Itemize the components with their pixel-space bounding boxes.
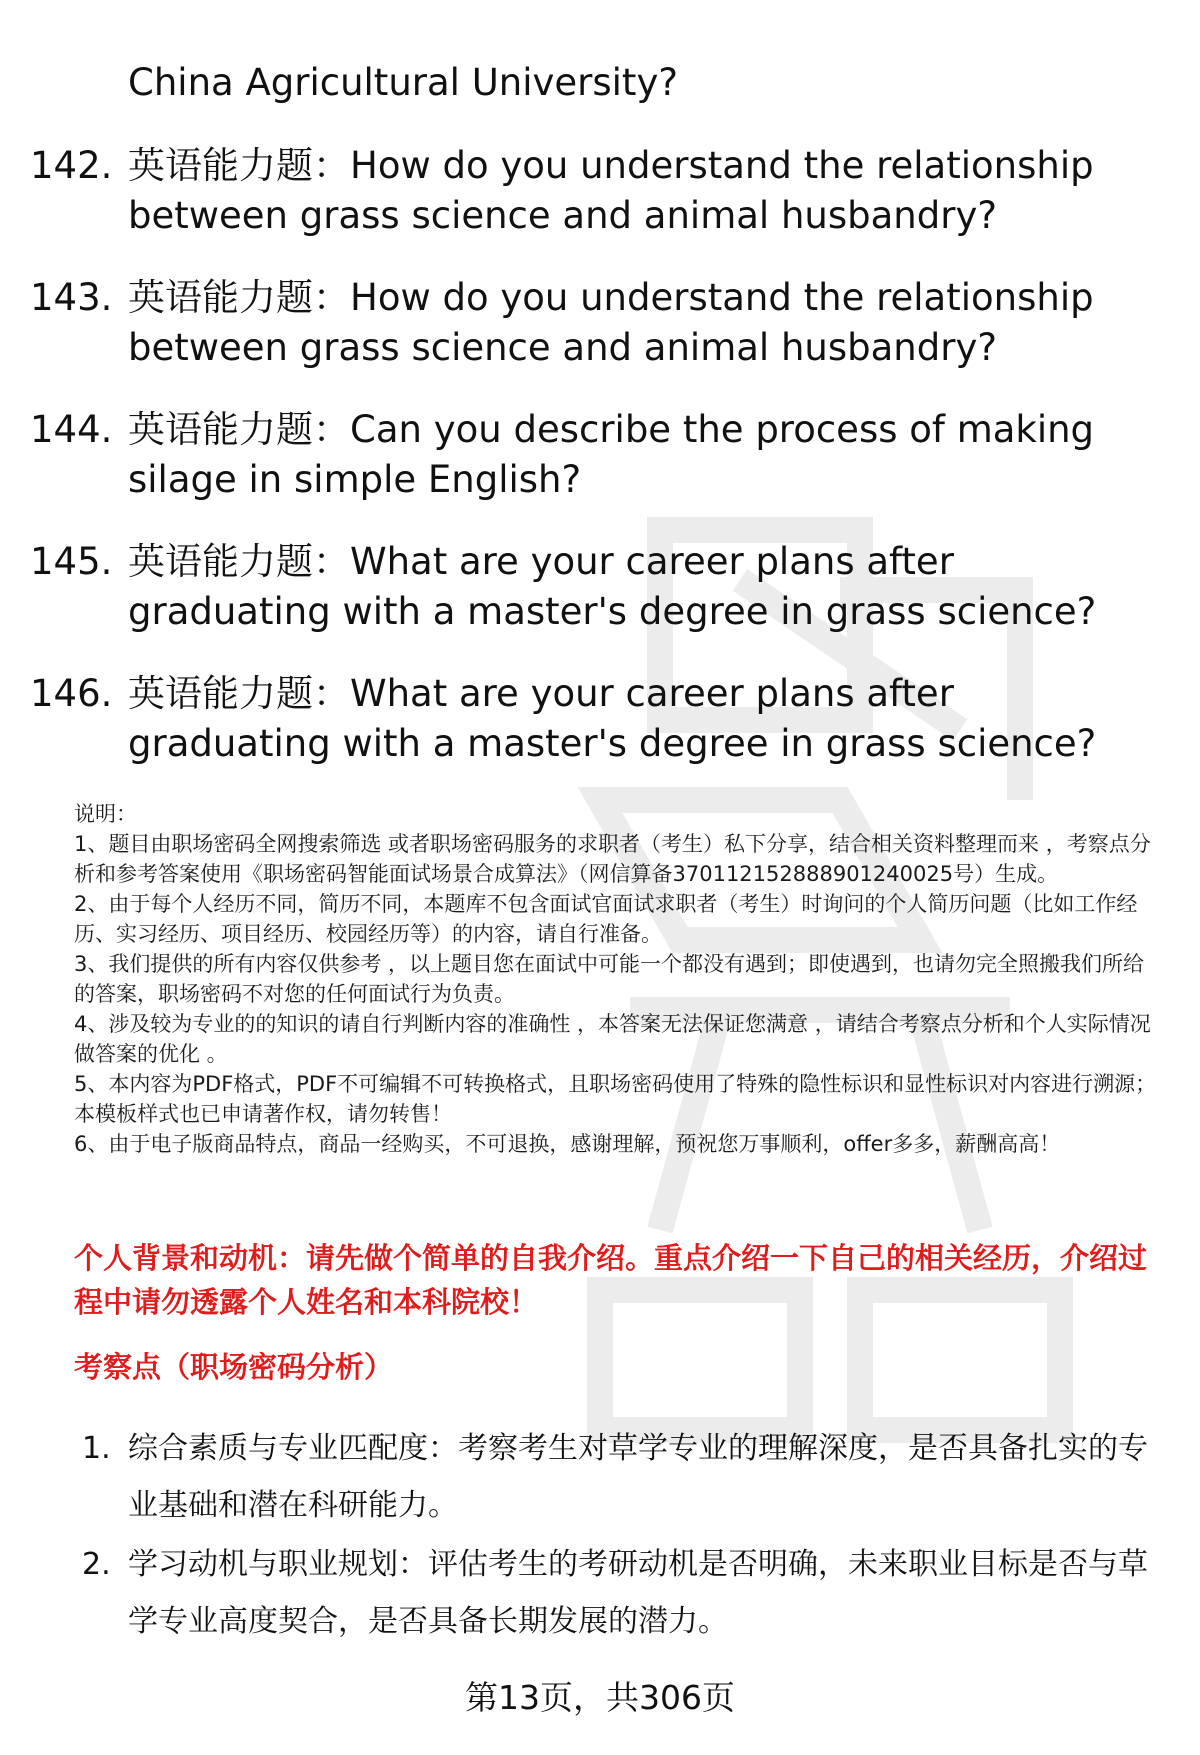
analysis-point (82, 1420, 1162, 1536)
question-number: 142. (30, 144, 113, 187)
question-text: 英语能力题：How do you understand the relationship between grass science and animal husbandry? (128, 276, 1094, 369)
point-number: 1. (82, 1431, 111, 1466)
note-item: 3、我们提供的所有内容仅供参考 ，以上题目您在面试中可能一个都没有遇到；即使遇到，也请勿完全照搬我们所给的答案，职场密码不对您的任何面试行为负责。 (74, 952, 1145, 1006)
notes-section (74, 799, 1164, 1159)
question-number: 143. (30, 276, 113, 319)
question-item (30, 537, 1170, 669)
analysis-title: 考察点（职场密码分析） (74, 1350, 394, 1384)
question-number: 145. (30, 540, 113, 583)
question-number: 146. (30, 672, 113, 715)
point-text: 综合素质与专业匹配度：考察考生对草学专业的理解深度，是否具备扎实的专业基础和潜在科研能力。 (128, 1431, 1148, 1523)
question-item (30, 141, 1170, 273)
analysis-point (82, 1536, 1162, 1652)
continuation-line: China Agricultural University? (128, 61, 678, 104)
analysis-points (82, 1420, 1162, 1652)
question-item (30, 405, 1170, 537)
point-text: 学习动机与职业规划：评估考生的考研动机是否明确，未来职业目标是否与草学专业高度契合，是否具备长期发展的潜力。 (128, 1547, 1148, 1639)
note-item: 5、本内容为PDF格式，PDF不可编辑不可转换格式，且职场密码使用了特殊的隐性标识和显性标识对内容进行溯源；本模板样式也已申请著作权，请勿转售！ (74, 1072, 1157, 1126)
question-list (30, 141, 1170, 801)
question-text: 英语能力题：Can you describe the process of making silage in simple English? (128, 408, 1095, 501)
note-item: 1、题目由职场密码全网搜索筛选 或者职场密码服务的求职者（考生）私下分享，结合相关资料整理而来 ，考察点分析和参考答案使用《职场密码智能面试场景合成算法》（网信算备370112152888901240025号）生成。 (74, 832, 1151, 886)
note-item: 2、由于每个人经历不同，简历不同，本题库不包含面试官面试求职者（考生）时询问的个人简历问题（比如工作经历、实习经历、项目经历、校园经历等）的内容，请自行准备。 (74, 892, 1138, 946)
page-footer: 第13页，共306页 (465, 1678, 735, 1717)
question-text: 英语能力题：How do you understand the relationship between grass science and animal husbandry? (128, 144, 1094, 237)
question-text: 英语能力题：What are your career plans after graduating with a master's degree in grass science? (128, 540, 1097, 633)
question-item (30, 669, 1170, 801)
question-text: 英语能力题：What are your career plans after graduating with a master's degree in grass science? (128, 672, 1097, 765)
question-number: 144. (30, 408, 113, 451)
question-item (30, 273, 1170, 405)
question-heading: 个人背景和动机：请先做个简单的自我介绍。重点介绍一下自己的相关经历，介绍过程中请勿透露个人姓名和本科院校！ (74, 1241, 1148, 1319)
notes-title: 说明： (74, 802, 137, 826)
point-number: 2. (82, 1547, 111, 1582)
note-item: 6、由于电子版商品特点，商品一经购买，不可退换，感谢理解，预祝您万事顺利，offer多多，薪酬高高！ (74, 1132, 1061, 1156)
note-item: 4、涉及较为专业的的知识的请自行判断内容的准确性 ，本答案无法保证您满意 ，请结合考察点分析和个人实际情况做答案的优化 。 (74, 1012, 1151, 1066)
